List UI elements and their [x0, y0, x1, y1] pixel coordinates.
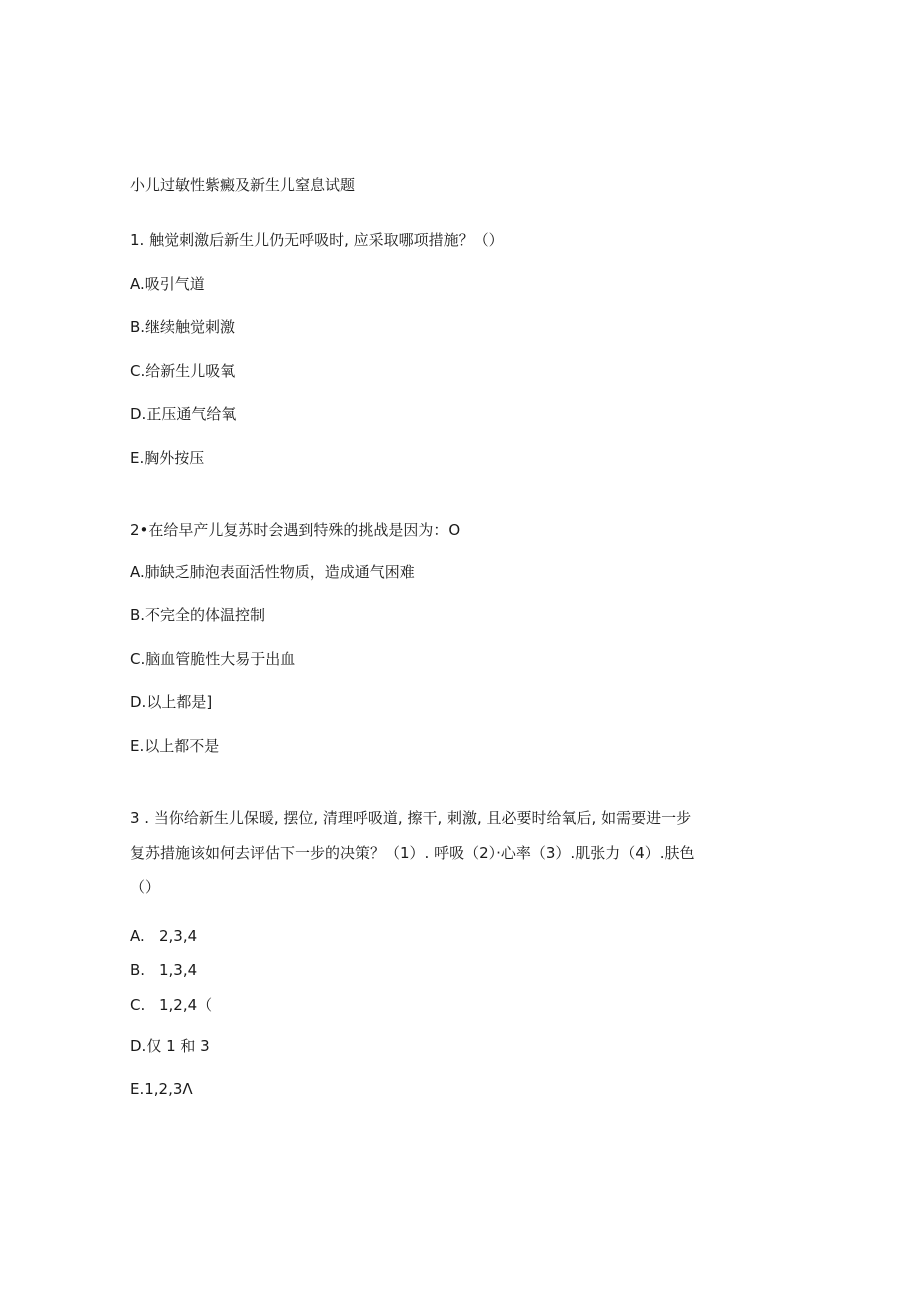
question-3-option-b: [130, 960, 197, 980]
question-3-option-e: E.1,2,3Λ: [130, 1080, 193, 1098]
option-letter: B.: [130, 961, 146, 979]
document-title: 小儿过敏性紫癜及新生儿窒息试题: [130, 176, 356, 194]
question-3-stem-line-3: （）: [130, 878, 161, 896]
question-2-option-b: B.不完全的体温控制: [130, 606, 266, 624]
question-3-option-a: [130, 926, 197, 946]
option-letter: C.: [130, 996, 146, 1014]
question-2-option-d: D.以上都是]: [130, 693, 213, 711]
question-2-stem: 2•在给早产儿复苏时会遇到特殊的挑战是因为：O: [130, 521, 461, 539]
question-1-option-c: C.给新生儿吸氧: [130, 362, 236, 380]
question-2-option-a: A.肺缺乏肺泡表面活性物质，造成通气困难: [130, 563, 415, 581]
question-2-option-e: E.以上都不是: [130, 737, 220, 755]
question-1-option-e: E.胸外按压: [130, 449, 205, 467]
question-3-option-c: [130, 995, 212, 1015]
option-text: 1,3,4: [159, 961, 198, 979]
option-text: 2,3,4: [159, 927, 198, 945]
question-3-option-d: D.仅 1 和 3: [130, 1037, 210, 1055]
question-1-option-a: A.吸引气道: [130, 275, 205, 293]
option-text: 1,2,4（: [159, 996, 213, 1014]
question-1-option-d: D.正压通气给氧: [130, 405, 237, 423]
question-1-stem: 1. 触觉刺激后新生儿仍无呼吸时, 应采取哪项措施？（）: [130, 231, 504, 249]
option-letter: A.: [130, 927, 145, 945]
question-3-stem-line-2: 复苏措施该如何去评估下一步的决策？（1）. 呼吸（2）·心率（3）.肌张力（4）.肤色: [130, 844, 695, 862]
question-2-option-c: C.脑血管脆性大易于出血: [130, 650, 296, 668]
question-3-stem-line-1: 3 . 当你给新生儿保暖, 摆位, 清理呼吸道, 擦干, 刺激, 且必要时给氧后, 如需要进一步: [130, 809, 692, 827]
question-1-option-b: B.继续触觉刺激: [130, 318, 236, 336]
